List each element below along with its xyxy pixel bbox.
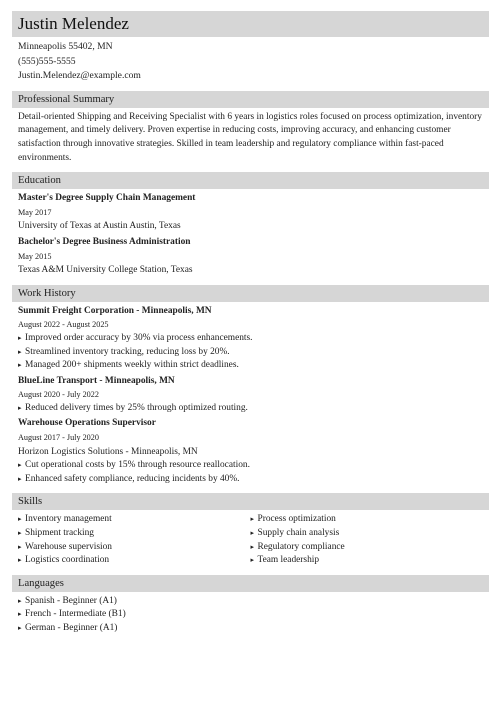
bullet-icon: ▸ bbox=[250, 542, 255, 551]
summary-title: Professional Summary bbox=[18, 93, 115, 105]
email: Justin.Melendez@example.com bbox=[18, 70, 141, 82]
bullet-icon: ▸ bbox=[18, 596, 22, 605]
education-section bbox=[12, 189, 489, 278]
bullet-icon: ▸ bbox=[250, 515, 255, 524]
bullet-icon: ▸ bbox=[18, 515, 22, 524]
address: Minneapolis 55402, MN bbox=[18, 41, 113, 52]
list-item: ▸ Enhanced safety compliance, reducing incidents by 40%. bbox=[18, 473, 483, 487]
candidate-name: Justin Melendez bbox=[18, 14, 129, 33]
graduation-date: May 2015 bbox=[18, 251, 52, 261]
bullet-icon: ▸ bbox=[18, 610, 22, 619]
languages-title: Languages bbox=[18, 577, 64, 589]
languages-list bbox=[18, 595, 483, 636]
list-item: ▸ Streamlined inventory tracking, reducing loss by 20%. bbox=[18, 346, 483, 360]
bullet-icon: ▸ bbox=[18, 474, 22, 483]
education-entry bbox=[18, 192, 483, 234]
list-item: ▸ Team leadership bbox=[251, 554, 484, 568]
bullet-icon: ▸ bbox=[18, 461, 22, 470]
summary-section bbox=[12, 108, 489, 165]
list-item: ▸ Supply chain analysis bbox=[251, 527, 484, 541]
job-dates: August 2017 - July 2020 bbox=[18, 433, 99, 443]
education-section-header bbox=[12, 172, 489, 189]
job-bullets bbox=[18, 332, 483, 373]
list-item: ▸ German - Beginner (A1) bbox=[18, 622, 483, 636]
resume-page bbox=[12, 11, 489, 636]
bullet-icon: ▸ bbox=[18, 529, 22, 538]
work-section bbox=[12, 302, 489, 487]
company: Horizon Logistics Solutions - Minneapolis, MN bbox=[18, 446, 198, 457]
bullet-icon: ▸ bbox=[18, 624, 22, 632]
contact-info bbox=[12, 37, 489, 84]
work-title: Work History bbox=[18, 287, 76, 299]
languages-section-header bbox=[12, 575, 489, 592]
list-item: ▸ French - Intermediate (B1) bbox=[18, 608, 483, 622]
phone: (555)555-5555 bbox=[18, 55, 76, 67]
work-section-header bbox=[12, 285, 489, 302]
list-item: ▸ Regulatory compliance bbox=[251, 541, 484, 555]
skills-title: Skills bbox=[18, 496, 43, 508]
job-entry bbox=[18, 375, 483, 416]
bullet-icon: ▸ bbox=[18, 542, 22, 551]
bullet-icon: ▸ bbox=[18, 361, 22, 370]
list-item: ▸ Inventory management bbox=[18, 513, 251, 527]
bullet-icon: ▸ bbox=[18, 347, 22, 356]
bullet-icon: ▸ bbox=[250, 529, 255, 538]
list-item: ▸ Shipment tracking bbox=[18, 527, 251, 541]
list-item: ▸ Process optimization bbox=[251, 513, 484, 527]
school: Texas A&M University College Station, Texas bbox=[18, 265, 193, 276]
job-heading: Summit Freight Corporation - Minneapolis, MN bbox=[18, 305, 212, 316]
graduation-date: May 2017 bbox=[18, 207, 52, 217]
skills-section bbox=[12, 510, 489, 567]
job-heading: Warehouse Operations Supervisor bbox=[18, 418, 156, 429]
degree: Master's Degree Supply Chain Management bbox=[18, 193, 196, 204]
list-item: ▸ Logistics coordination bbox=[18, 554, 251, 568]
skills-right-column bbox=[251, 513, 484, 567]
education-entry bbox=[18, 236, 483, 278]
list-item: ▸ Warehouse supervision bbox=[18, 541, 251, 555]
list-item: ▸ Improved order accuracy by 30% via process enhancements. bbox=[18, 332, 483, 346]
bullet-icon: ▸ bbox=[18, 556, 22, 565]
list-item: ▸ Cut operational costs by 15% through resource reallocation. bbox=[18, 459, 483, 473]
skills-left-column bbox=[18, 513, 251, 567]
bullet-icon: ▸ bbox=[18, 333, 22, 342]
school: University of Texas at Austin Austin, Texas bbox=[18, 221, 181, 232]
list-item: ▸ Managed 200+ shipments weekly within strict deadlines. bbox=[18, 359, 483, 373]
job-entry bbox=[18, 417, 483, 486]
job-bullets bbox=[18, 402, 483, 416]
bullet-icon: ▸ bbox=[18, 403, 22, 412]
list-item: ▸ Reduced delivery times by 25% through optimized routing. bbox=[18, 402, 483, 416]
languages-section bbox=[12, 592, 489, 636]
job-dates: August 2020 - July 2022 bbox=[18, 390, 99, 400]
name-header bbox=[12, 11, 489, 37]
job-entry bbox=[18, 305, 483, 373]
summary-text: Detail-oriented Shipping and Receiving Specialist with 6 years in logistics roles focused on process optimization, inventory management, and timely delivery. Proven expertise in reducing costs, improving accuracy, and enhancing customer satisfaction through innovative strategies. Skilled in team leadership and regulatory compliance within fast-paced environments. bbox=[18, 111, 482, 163]
bullet-icon: ▸ bbox=[250, 556, 255, 565]
job-heading: BlueLine Transport - Minneapolis, MN bbox=[18, 375, 175, 386]
job-bullets bbox=[18, 459, 483, 486]
job-dates: August 2022 - August 2025 bbox=[18, 320, 109, 330]
list-item: ▸ Spanish - Beginner (A1) bbox=[18, 595, 483, 609]
skills-section-header bbox=[12, 493, 489, 510]
summary-section-header bbox=[12, 91, 489, 108]
education-title: Education bbox=[18, 175, 61, 187]
degree: Bachelor's Degree Business Administration bbox=[18, 236, 191, 247]
